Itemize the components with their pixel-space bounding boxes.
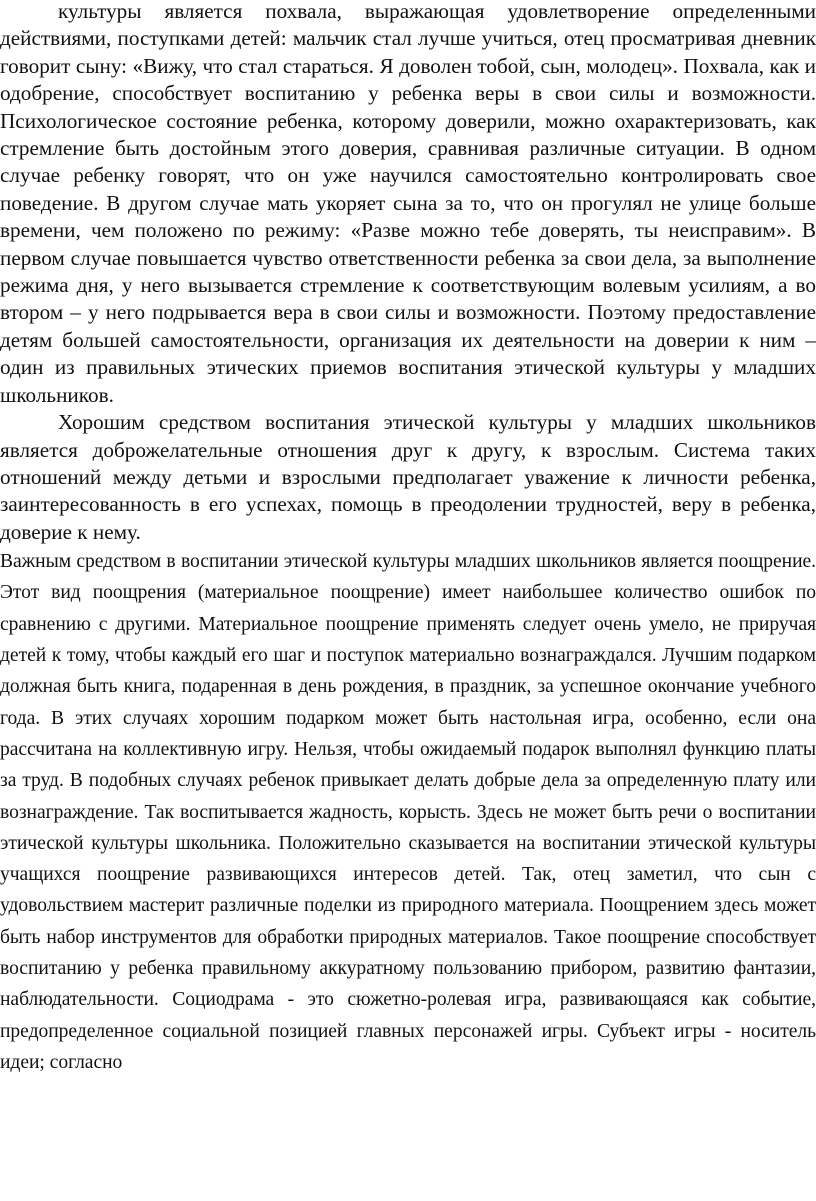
paragraph-benevolent-relations: Хорошим средством воспитания этической культуры у младших школьников является доброжелательные отношения друг к другу, к взрослым. Система таких отношений между детьми и взрослыми предполагает уважение к личности ребенка, заинтересованность в его успехах, помощь в преодолении трудностей, веру в ребенка, доверие к нему.	[0, 410, 816, 544]
paragraph-praise-and-trust: культуры является похвала, выражающая удовлетворение определенными действиями, поступками детей: мальчик стал лучше учиться, отец просматривая дневник говорит сыну: «Вижу, что стал стараться. Я доволен тобой, сын, молодец». Похвала, как и одобрение, способствует воспитанию у ребенка веры в свои силы и возможности. Психологическое состояние ребенка, которому доверили, можно охарактеризовать, как стремление быть достойным этого доверия, сравнивая различные ситуации. В одном случае ребенку говорят, что он уже научился самостоятельно контролировать свое поведение. В другом случае мать укоряет сына за то, что он прогулял не улице больше времени, чем положено по режиму: «Разве можно тебе доверять, ты неисправим». В первом случае повышается чувство ответственности ребенка за свои дела, за выполнение режима дня, у него вызывается стремление к соответствующим волевым усилиям, а во втором – у него подрывается вера в свои силы и возможности. Поэтому предоставление детям большей самостоятельности, организация их деятельности на доверии к ним – один из правильных этических приемов воспитания этической культуры у младших школьников.	[0, 0, 816, 407]
paragraph-encouragement-and-sociodrama: Важным средством в воспитании этической культуры младших школьников является поощрение. Этот вид поощрения (материальное поощрение) имеет наибольшее количество ошибок по сравнению с другими. Материальное поощрение применять следует очень умело, не приручая детей к тому, чтобы каждый его шаг и поступок материально вознаграждался. Лучшим подарком должная быть книга, подаренная в день рождения, в праздник, за успешное окончание учебного года. В этих случаях хорошим подарком может быть настольная игра, особенно, если она рассчитана на коллективную игру. Нельзя, чтобы ожидаемый подарок выполнял функцию платы за труд. В подобных случаях ребенок привыкает делать добрые дела за определенную плату или вознаграждение. Так воспитывается жадность, корысть. Здесь не может быть речи о воспитании этической культуры школьника. Положительно сказывается на воспитании этической культуры учащихся поощрение развивающихся интересов детей. Так, отец заметил, что сын с удовольствием мастерит различные поделки из природного материала. Поощрением здесь может быть набор инструментов для обработки природных материалов. Такое поощрение способствует воспитанию у ребенка правильному аккуратному пользованию прибором, развитию фантазии, наблюдательности. Социодрама - это сюжетно-ролевая игра, развивающаяся как событие, предопределенное социальной позицией главных персонажей игры. Субъект игры - носитель идеи; согласно	[0, 551, 816, 1073]
